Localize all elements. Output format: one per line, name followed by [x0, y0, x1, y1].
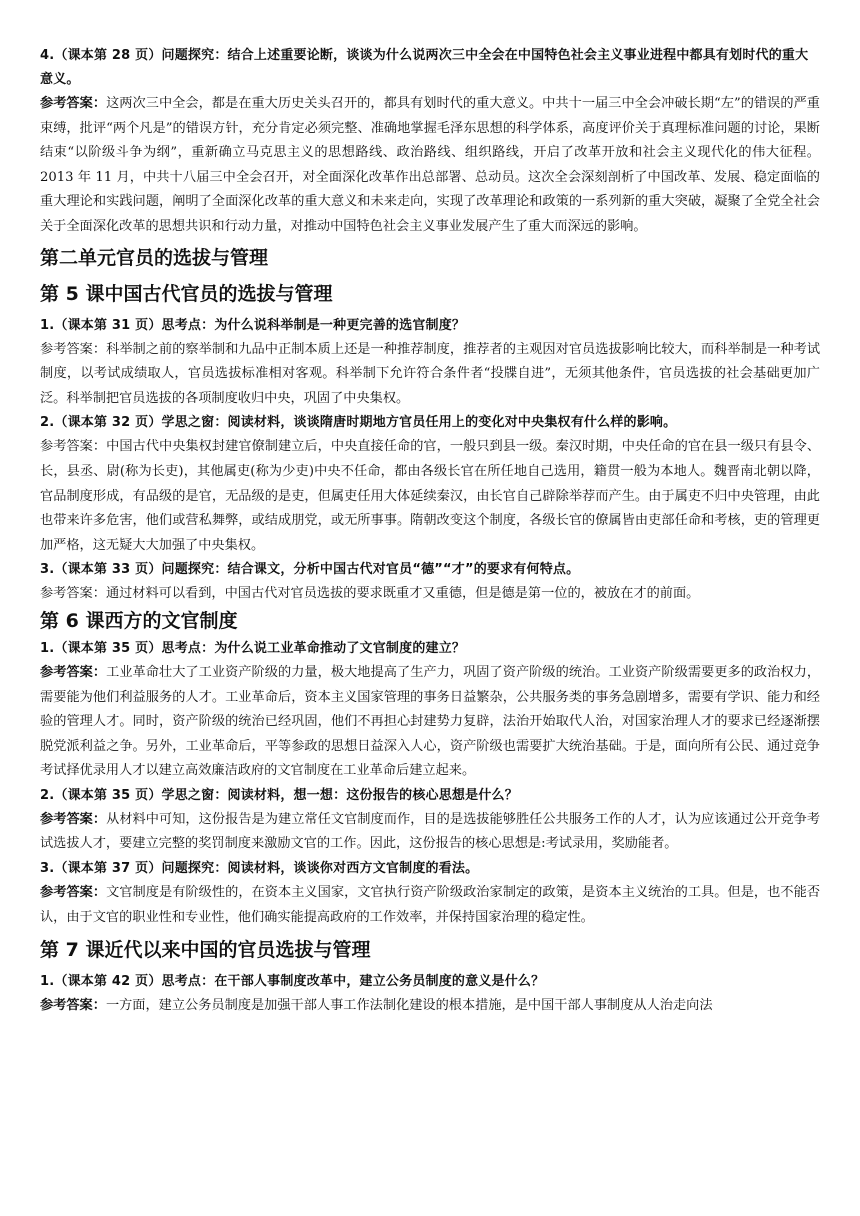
answer-text: 文官制度是有阶级性的，在资本主义国家，文官执行资产阶级政治家制定的政策，是资本主义统治的工具。但是，也不能否认，由于文官的职业性和专业性，他们确实能提高政府的工作效率，并保持国家治理的稳定性。 — [40, 885, 820, 925]
lesson-6-heading: 第 6 课西方的文官制度 — [40, 609, 238, 632]
answer-paragraph — [40, 808, 820, 857]
answer-paragraph — [40, 92, 820, 240]
lesson-5-q2 — [40, 411, 820, 558]
lesson-6-q1 — [40, 637, 820, 784]
answer-paragraph — [40, 881, 820, 930]
answer-text: 科举制之前的察举制和九品中正制本质上还是一种推荐制度，推荐者的主观因对官员选拔影响比较大，而科举制是一种考试制度，以考试成绩取人，官员选拔标准相对客观。科举制下允许符合条件者“投牒自进”，无须其他条件，官员选拔的社会基础更加广泛。科举制把官员选拔的各项制度收归中央，巩固了中央集权。 — [40, 341, 820, 406]
answer-label: 参考答案： — [40, 439, 107, 455]
answer-text: 工业革命壮大了工业资产阶级的力量，极大地提高了生产力，巩固了资产阶级的统治。工业资产阶级需要更多的政治权力，需要能为他们利益服务的人才。工业革命后，资本主义国家管理的事务日益繁杂，公共服务类的事务急剧增多，需要有学识、能力和经验的管理人才。同时，资产阶级的统治已经巩固，他们不再担心封建势力复辟，法治开始取代人治，对国家治理人才的要求已经逐渐摆脱党派利益之争。另外，工业革命后，平等参政的思想日益深入人心，资产阶级也需要扩大统治基础。于是，面向所有公民、通过竞争考试择优录用人才以建立高效廉洁政府的文官制度在工业革命后建立起来。 — [40, 664, 820, 779]
answer-text: 通过材料可以看到，中国古代对官员选拔的要求既重才又重德，但是德是第一位的，被放在才的前面。 — [105, 586, 700, 602]
answer-label: 参考答案： — [40, 998, 106, 1014]
lesson-5-heading: 第 5 课中国古代官员的选拔与管理 — [40, 282, 333, 305]
lesson-6-q2 — [40, 784, 820, 857]
qa-block-4 — [40, 44, 820, 240]
answer-paragraph — [40, 994, 820, 1019]
question-heading: 3.（课本第 33 页）问题探究：结合课文，分析中国古代对官员“德”“才”的要求有何特点。 — [40, 562, 580, 578]
answer-text: 一方面，建立公务员制度是加强干部人事工作法制化建设的根本措施，是中国干部人事制度从人治走向法 — [105, 998, 713, 1014]
answer-text: 这两次三中全会，都是在重大历史关头召开的，都具有划时代的重大意义。中共十一届三中全会冲破长期“左”的错误的严重束缚，批评“两个凡是”的错误方针，充分肯定必须完整、准确地掌握毛泽东思想的科学体系，高度评价关于真理标准问题的讨论，果断结束“以阶级斗争为纲”，重新确立马克思主义的思想路线、政治路线、组织路线，开启了改革开放和社会主义现代化的伟大征程。2013 年 11 月，中共十八届三中全会召开，对全面深化改革作出总部署、总动员。这次全会深刻剖析了中国改革、发展、稳定面临的重大理论和实践问题，阐明了全面深化改革的重大意义和未来走向，实现了改革理论和政策的一系列新的重大突破，凝聚了全党全社会关于全面深化改革的思想共识和行动力量，对推动中国特色社会主义事业发展产生了重大而深远的影响。 — [40, 96, 820, 234]
lesson-7-q1 — [40, 970, 820, 1019]
question-heading: 1.（课本第 42 页）思考点：在干部人事制度改革中，建立公务员制度的意义是什么？ — [40, 974, 545, 990]
answer-label: 参考答案： — [40, 885, 107, 901]
answer-paragraph — [40, 435, 820, 558]
answer-paragraph — [40, 661, 820, 784]
question-heading: 2.（课本第 32 页）学思之窗：阅读材料，谈谈隋唐时期地方官员任用上的变化对中央集权有什么样的影响。 — [40, 415, 677, 431]
answer-label: 参考答案： — [40, 586, 106, 602]
lesson-5-q3 — [40, 558, 820, 607]
question-heading: 1.（课本第 35 页）思考点：为什么说工业革命推动了文官制度的建立？ — [40, 640, 466, 656]
answer-text: 从材料中可知，这份报告是为建立常任文官制度而作，目的是选拔能够胜任公共服务工作的人才，认为应该通过公开竞争考试选拔人才，要建立完整的奖罚制度来激励文官的工作。因此，这份报告的核心思想是:考试录用，奖励能者。 — [40, 811, 820, 852]
answer-paragraph — [40, 338, 820, 412]
answer-label: 参考答案： — [40, 96, 107, 111]
question-heading: 2.（课本第 35 页）学思之窗：阅读材料，想一想：这份报告的核心思想是什么？ — [40, 787, 518, 803]
answer-text: 中国古代中央集权封建官僚制建立后，中央直接任命的官，一般只到县一级。秦汉时期，中央任命的官在县一级只有县令、长，县丞、尉(称为长吏)，其他属吏(称为少吏)中央不任命，都由各级长官在所任地自己选用，籍贯一般为本地人。魏晋南北朝以降，官品制度形成，有品级的是官，无品级的是吏，但属吏任用大体延续秦汉，由长官自己辟除举荐而产生。由于属吏不归中央管理，由此也带来许多危害，他们或营私舞弊，或结成朋党，或无所事事。隋朝改变这个制度，各级长官的僚属皆由吏部任命和考核，吏的管理更加严格，这无疑大大加强了中央集权。 — [40, 439, 820, 553]
answer-paragraph — [40, 582, 820, 607]
lesson-5-q1 — [40, 314, 820, 412]
answer-label: 参考答案： — [40, 341, 107, 357]
answer-label: 参考答案： — [40, 664, 107, 680]
document-page — [40, 44, 820, 1019]
question-heading: 3.（课本第 37 页）问题探究：阅读材料，谈谈你对西方文官制度的看法。 — [40, 861, 479, 877]
answer-label: 参考答案： — [40, 811, 107, 827]
lesson-7-heading: 第 7 课近代以来中国的官员选拔与管理 — [40, 939, 371, 962]
question-heading: 1.（课本第 31 页）思考点：为什么说科举制是一种更完善的选官制度？ — [40, 317, 466, 333]
unit-heading: 第二单元官员的选拔与管理 — [40, 246, 269, 269]
lesson-6-q3 — [40, 857, 820, 930]
question-heading: 4.（课本第 28 页）问题探究：结合上述重要论断，谈谈为什么说两次三中全会在中国特色社会主义事业进程中都具有划时代的重大意义。 — [40, 48, 809, 87]
